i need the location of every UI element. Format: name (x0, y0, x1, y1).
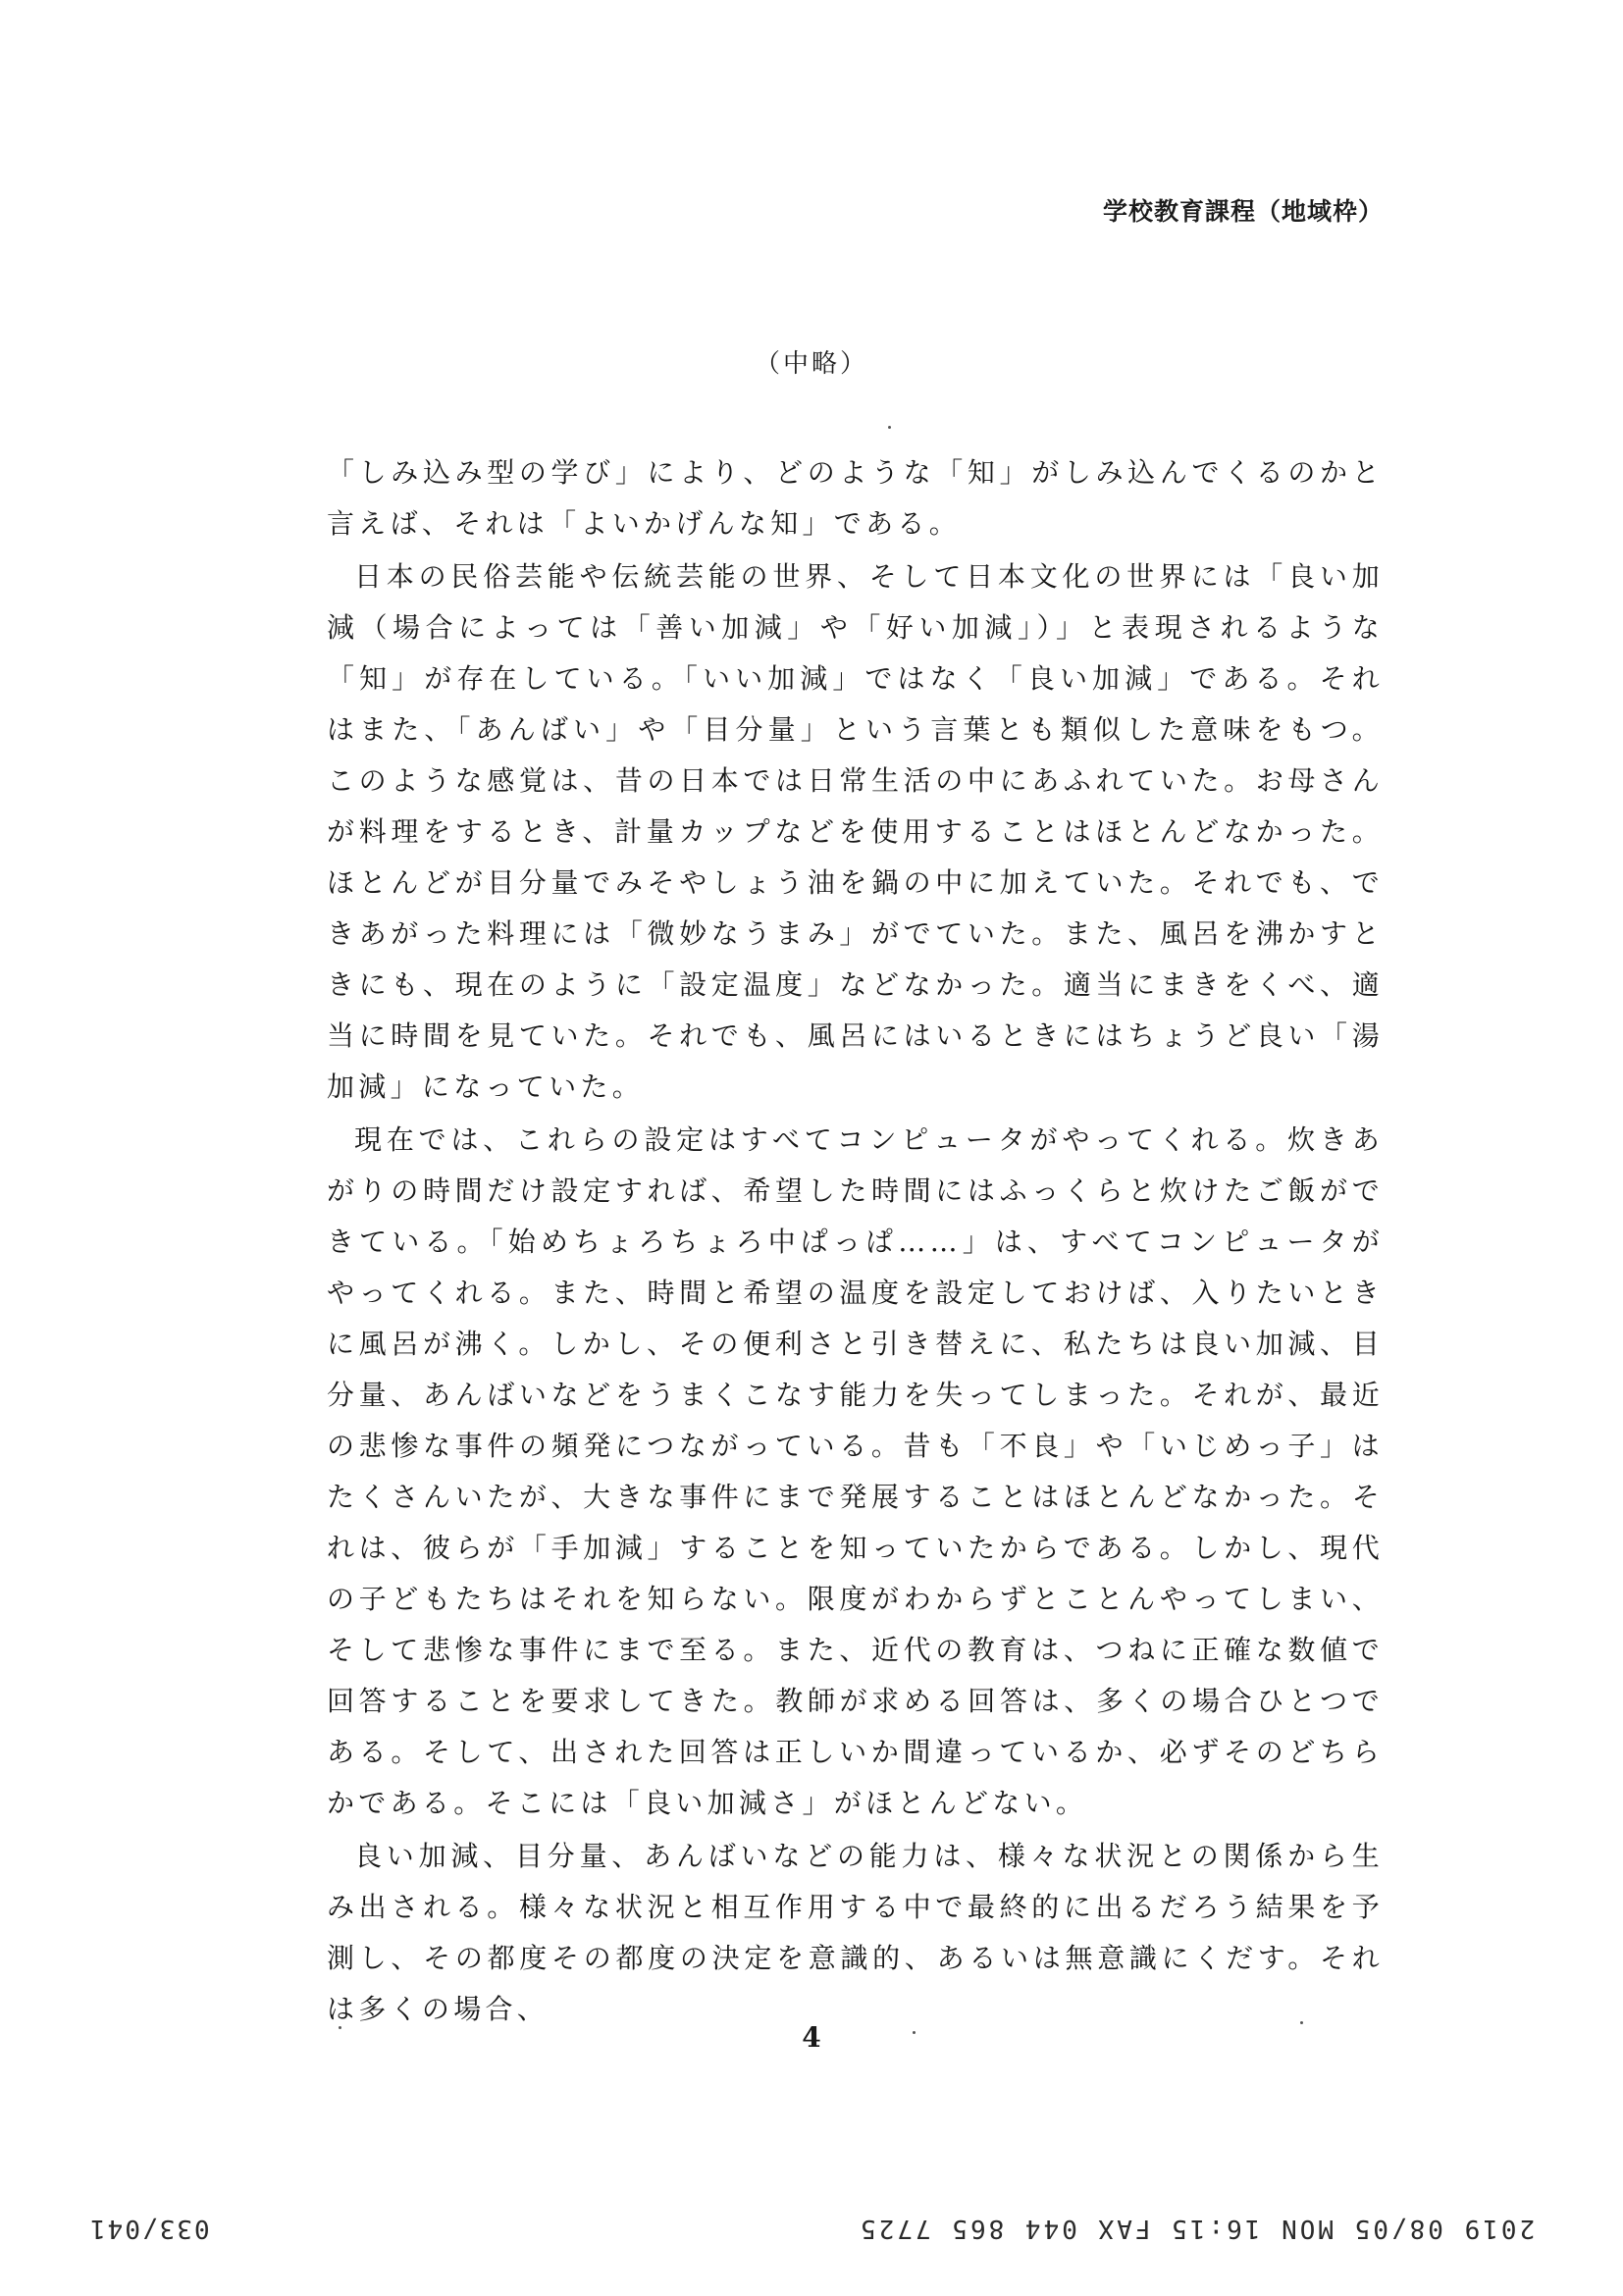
fax-page-counter: 033/041 (88, 2214, 210, 2243)
scan-speck (913, 2031, 916, 2034)
scan-speck (1300, 2021, 1303, 2024)
paragraph-2: 日本の民俗芸能や伝統芸能の世界、そして日本文化の世界には「良い加減（場合によっては「善い加減」や「好い加減」）」と表現されるような「知」が存在している。「いい加減」ではなく「良い加減」である。それはまた、「あんばい」や「目分量」という言葉とも類似した意味をもつ。このような感覚は、昔の日本では日常生活の中にあふれていた。お母さんが料理をするとき、計量カップなどを使用することはほとんどなかった。ほとんどが目分量でみそやしょう油を鍋の中に加えていた。それでも、できあがった料理には「微妙なうまみ」がでていた。また、風呂を沸かすときにも、現在のように「設定温度」などなかった。適当にまきをくべ、適当に時間を見ていた。それでも、風呂にはいるときにはちょうど良い「湯加減」になっていた。 (327, 560, 1384, 1103)
scan-speck (339, 2026, 341, 2029)
page-number: 4 (802, 2021, 821, 2054)
paragraph-3: 現在では、これらの設定はすべてコンピュータがやってくれる。炊きあがりの時間だけ設定すれば、希望した時間にはふっくらと炊けたご飯ができている。「始めちょろちょろ中ぱっぱ……」は、すべてコンピュータがやってくれる。また、時間と希望の温度を設定しておけば、入りたいときに風呂が沸く。しかし、その便利さと引き替えに、私たちは良い加減、目分量、あんばいなどをうまくこなす能力を失ってしまった。それが、最近の悲惨な事件の頻発につながっている。昔も「不良」や「いじめっ子」はたくさんいたが、大きな事件にまで発展することはほとんどなかった。それは、彼らが「手加減」することを知っていたからである。しかし、現代の子どもたちはそれを知らない。限度がわからずとことんやってしまい、そして悲惨な事件にまで至る。また、近代の教育は、つねに正確な数値で回答することを要求してきた。教師が求める回答は、多くの場合ひとつである。そして、出された回答は正しいか間違っているか、必ずそのどちらかである。そこには「良い加減さ」がほとんどない。 (327, 1123, 1384, 1819)
paragraph-4: 良い加減、目分量、あんばいなどの能力は、様々な状況との関係から生み出される。様々な状況と相互作用する中で最終的に出るだろう結果を予測し、その都度その都度の決定を意識的、あるいは無意識にくだす。それは多くの場合、 (327, 1840, 1384, 2025)
fax-transmission-footer (0, 2214, 1623, 2253)
body-text (327, 447, 1384, 2037)
fax-transmission-line: 2019 08/05 MON 16:15 FAX 044 865 7725 (857, 2214, 1535, 2243)
scan-speck (888, 426, 891, 429)
omission-marker: （中略） (754, 349, 868, 379)
paragraph-1: 「しみ込み型の学び」により、どのような「知」がしみ込んでくるのかと言えば、それは「よいかげんな知」である。 (327, 456, 1384, 540)
course-header: 学校教育課程（地域枠） (1102, 197, 1384, 226)
